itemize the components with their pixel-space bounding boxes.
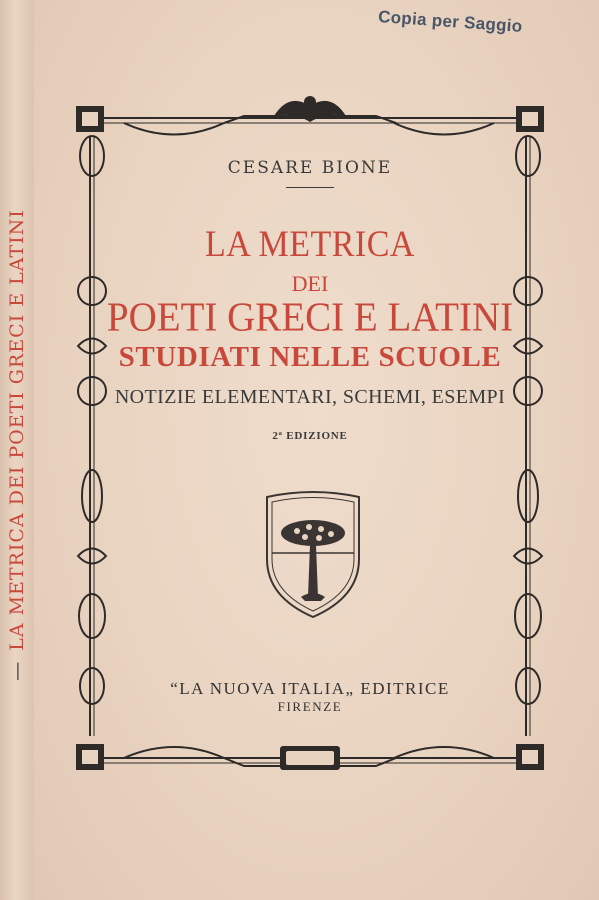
- tree-shield-emblem-icon: [261, 489, 365, 621]
- author-divider: [286, 187, 334, 188]
- cover-content: [64, 96, 556, 778]
- publisher-city: FIRENZE: [277, 699, 343, 714]
- title-line-4: STUDIATI NELLE SCUOLE: [118, 341, 502, 373]
- title-line-1: LA METRICA: [205, 224, 415, 265]
- subtitle: NOTIZIE ELEMENTARI, SCHEMI, ESEMPI: [114, 386, 506, 408]
- author-name: CESARE BIONE: [227, 158, 393, 178]
- edition-label: 2ª EDIZIONE: [272, 430, 348, 442]
- publisher-name: “LA NUOVA ITALIA„ EDITRICE: [170, 679, 450, 698]
- book-spine: [0, 0, 35, 900]
- title-line-2: DEI: [291, 271, 329, 296]
- spine-text: [6, 209, 28, 691]
- spine-title: LA METRICA DEI POETI GRECI E LATINI: [6, 209, 28, 651]
- title-line-3: POETI GRECI E LATINI: [106, 294, 514, 341]
- copy-stamp: Copia per Saggio: [377, 6, 524, 37]
- spine-separator: —: [6, 660, 28, 681]
